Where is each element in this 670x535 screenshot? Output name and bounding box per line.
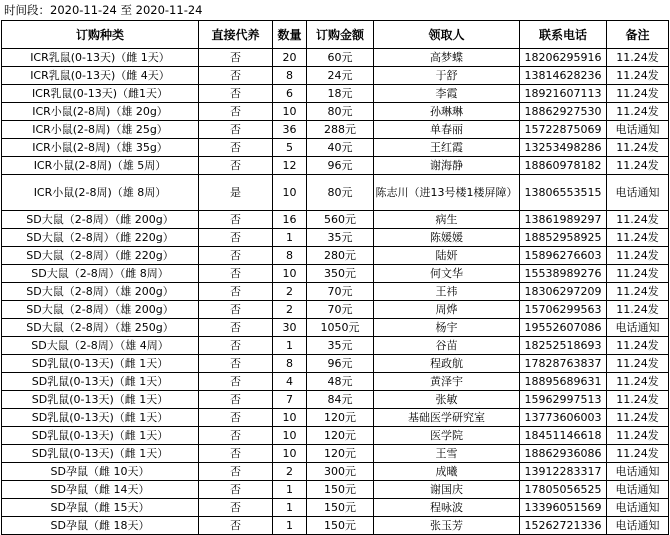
quantity-cell: 2 bbox=[273, 283, 307, 301]
direct-care-cell: 否 bbox=[199, 337, 273, 355]
table-row bbox=[2, 139, 669, 157]
amount-cell: 96元 bbox=[307, 355, 374, 373]
table-row bbox=[2, 319, 669, 337]
table-row bbox=[2, 247, 669, 265]
phone-cell: 18921607113 bbox=[520, 85, 607, 103]
phone-cell: 13806553515 bbox=[520, 175, 607, 211]
amount-cell: 120元 bbox=[307, 427, 374, 445]
direct-care-cell: 否 bbox=[199, 319, 273, 337]
table-row bbox=[2, 337, 669, 355]
table-row bbox=[2, 481, 669, 499]
receiver-cell: 王红霞 bbox=[374, 139, 520, 157]
direct-care-cell: 否 bbox=[199, 121, 273, 139]
amount-cell: 80元 bbox=[307, 103, 374, 121]
receiver-cell: 高梦蝶 bbox=[374, 49, 520, 67]
remark-cell: 11.24发 bbox=[607, 445, 669, 463]
direct-care-cell: 否 bbox=[199, 481, 273, 499]
table-row bbox=[2, 175, 669, 211]
quantity-cell: 8 bbox=[273, 67, 307, 85]
direct-care-cell: 否 bbox=[199, 355, 273, 373]
direct-care-cell: 否 bbox=[199, 67, 273, 85]
quantity-cell: 8 bbox=[273, 355, 307, 373]
table-row bbox=[2, 391, 669, 409]
quantity-cell: 10 bbox=[273, 175, 307, 211]
table-row bbox=[2, 301, 669, 319]
phone-cell: 15962997513 bbox=[520, 391, 607, 409]
table-row bbox=[2, 229, 669, 247]
amount-cell: 150元 bbox=[307, 517, 374, 535]
table-row bbox=[2, 427, 669, 445]
quantity-cell: 5 bbox=[273, 139, 307, 157]
amount-cell: 150元 bbox=[307, 499, 374, 517]
direct-care-cell: 否 bbox=[199, 301, 273, 319]
remark-cell: 电话通知 bbox=[607, 481, 669, 499]
quantity-cell: 2 bbox=[273, 301, 307, 319]
remark-cell: 11.24发 bbox=[607, 67, 669, 85]
amount-cell: 560元 bbox=[307, 211, 374, 229]
phone-cell: 13814628236 bbox=[520, 67, 607, 85]
species-cell: SD乳鼠(0-13天)（雌 1天） bbox=[2, 355, 199, 373]
column-header-remark: 备注 bbox=[607, 21, 669, 49]
receiver-cell: 何文华 bbox=[374, 265, 520, 283]
quantity-cell: 10 bbox=[273, 445, 307, 463]
quantity-cell: 1 bbox=[273, 229, 307, 247]
amount-cell: 60元 bbox=[307, 49, 374, 67]
species-cell: SD乳鼠(0-13天)（雌 1天） bbox=[2, 445, 199, 463]
amount-cell: 18元 bbox=[307, 85, 374, 103]
species-cell: SD乳鼠(0-13天)（雌 1天） bbox=[2, 391, 199, 409]
phone-cell: 15706299563 bbox=[520, 301, 607, 319]
quantity-cell: 12 bbox=[273, 157, 307, 175]
direct-care-cell: 否 bbox=[199, 103, 273, 121]
table-row bbox=[2, 85, 669, 103]
direct-care-cell: 否 bbox=[199, 85, 273, 103]
species-cell: SD大鼠（2-8周）（雄 4周） bbox=[2, 337, 199, 355]
amount-cell: 40元 bbox=[307, 139, 374, 157]
receiver-cell: 谷苗 bbox=[374, 337, 520, 355]
phone-cell: 18306297209 bbox=[520, 283, 607, 301]
receiver-cell: 李霞 bbox=[374, 85, 520, 103]
quantity-cell: 10 bbox=[273, 409, 307, 427]
direct-care-cell: 否 bbox=[199, 229, 273, 247]
table-row bbox=[2, 283, 669, 301]
phone-cell: 15538989276 bbox=[520, 265, 607, 283]
amount-cell: 120元 bbox=[307, 409, 374, 427]
remark-cell: 11.24发 bbox=[607, 157, 669, 175]
receiver-cell: 于舒 bbox=[374, 67, 520, 85]
phone-cell: 13861989297 bbox=[520, 211, 607, 229]
table-row bbox=[2, 121, 669, 139]
column-header-phone: 联系电话 bbox=[520, 21, 607, 49]
receiver-cell: 周烨 bbox=[374, 301, 520, 319]
species-cell: SD孕鼠（雌 18天） bbox=[2, 517, 199, 535]
receiver-cell: 杨宇 bbox=[374, 319, 520, 337]
receiver-cell: 医学院 bbox=[374, 427, 520, 445]
species-cell: ICR小鼠(2-8周)（雄 25g） bbox=[2, 121, 199, 139]
direct-care-cell: 否 bbox=[199, 49, 273, 67]
receiver-cell: 程政航 bbox=[374, 355, 520, 373]
phone-cell: 15722875069 bbox=[520, 121, 607, 139]
receiver-cell: 孙琳琳 bbox=[374, 103, 520, 121]
table-row bbox=[2, 373, 669, 391]
table-row bbox=[2, 211, 669, 229]
order-table bbox=[1, 20, 669, 535]
quantity-cell: 10 bbox=[273, 427, 307, 445]
receiver-cell: 基础医学研究室 bbox=[374, 409, 520, 427]
species-cell: SD大鼠（2-8周）（雌 8周） bbox=[2, 265, 199, 283]
species-cell: ICR乳鼠(0-13天)（雌 4天） bbox=[2, 67, 199, 85]
table-row bbox=[2, 355, 669, 373]
header-row bbox=[2, 21, 669, 49]
remark-cell: 11.24发 bbox=[607, 409, 669, 427]
phone-cell: 18862927530 bbox=[520, 103, 607, 121]
quantity-cell: 7 bbox=[273, 391, 307, 409]
quantity-cell: 36 bbox=[273, 121, 307, 139]
species-cell: ICR小鼠(2-8周)（雄 5周） bbox=[2, 157, 199, 175]
amount-cell: 288元 bbox=[307, 121, 374, 139]
amount-cell: 96元 bbox=[307, 157, 374, 175]
table-row bbox=[2, 49, 669, 67]
phone-cell: 17828763837 bbox=[520, 355, 607, 373]
species-cell: SD大鼠（2-8周）（雌 220g） bbox=[2, 247, 199, 265]
species-cell: SD大鼠（2-8周）（雄 200g） bbox=[2, 283, 199, 301]
quantity-cell: 8 bbox=[273, 247, 307, 265]
direct-care-cell: 否 bbox=[199, 391, 273, 409]
period-label: 时间段：2020-11-24 至 2020-11-24 bbox=[4, 3, 203, 17]
amount-cell: 84元 bbox=[307, 391, 374, 409]
quantity-cell: 6 bbox=[273, 85, 307, 103]
column-header-direct-care: 直接代养 bbox=[199, 21, 273, 49]
quantity-cell: 1 bbox=[273, 481, 307, 499]
amount-cell: 280元 bbox=[307, 247, 374, 265]
species-cell: SD孕鼠（雌 14天） bbox=[2, 481, 199, 499]
direct-care-cell: 否 bbox=[199, 139, 273, 157]
phone-cell: 13912283317 bbox=[520, 463, 607, 481]
direct-care-cell: 否 bbox=[199, 373, 273, 391]
remark-cell: 11.24发 bbox=[607, 85, 669, 103]
quantity-cell: 1 bbox=[273, 499, 307, 517]
amount-cell: 24元 bbox=[307, 67, 374, 85]
remark-cell: 电话通知 bbox=[607, 121, 669, 139]
receiver-cell: 张敏 bbox=[374, 391, 520, 409]
quantity-cell: 1 bbox=[273, 337, 307, 355]
receiver-cell: 程咏波 bbox=[374, 499, 520, 517]
receiver-cell: 陆妍 bbox=[374, 247, 520, 265]
phone-cell: 18852958925 bbox=[520, 229, 607, 247]
phone-cell: 15896276603 bbox=[520, 247, 607, 265]
direct-care-cell: 否 bbox=[199, 463, 273, 481]
receiver-cell: 张玉芳 bbox=[374, 517, 520, 535]
remark-cell: 电话通知 bbox=[607, 517, 669, 535]
species-cell: ICR小鼠(2-8周)（雄 35g） bbox=[2, 139, 199, 157]
phone-cell: 18206295916 bbox=[520, 49, 607, 67]
table-row bbox=[2, 265, 669, 283]
remark-cell: 11.24发 bbox=[607, 391, 669, 409]
remark-cell: 11.24发 bbox=[607, 301, 669, 319]
quantity-cell: 4 bbox=[273, 373, 307, 391]
phone-cell: 18860978182 bbox=[520, 157, 607, 175]
species-cell: SD乳鼠(0-13天)（雌 1天） bbox=[2, 427, 199, 445]
table-row bbox=[2, 103, 669, 121]
phone-cell: 18451146618 bbox=[520, 427, 607, 445]
remark-cell: 11.24发 bbox=[607, 139, 669, 157]
phone-cell: 13253498286 bbox=[520, 139, 607, 157]
table-row bbox=[2, 463, 669, 481]
receiver-cell: 陈媛媛 bbox=[374, 229, 520, 247]
amount-cell: 120元 bbox=[307, 445, 374, 463]
direct-care-cell: 否 bbox=[199, 409, 273, 427]
phone-cell: 18862936086 bbox=[520, 445, 607, 463]
phone-cell: 19552607086 bbox=[520, 319, 607, 337]
remark-cell: 11.24发 bbox=[607, 265, 669, 283]
remark-cell: 电话通知 bbox=[607, 175, 669, 211]
remark-cell: 11.24发 bbox=[607, 427, 669, 445]
column-header-quantity: 数量 bbox=[273, 21, 307, 49]
amount-cell: 48元 bbox=[307, 373, 374, 391]
receiver-cell: 病生 bbox=[374, 211, 520, 229]
amount-cell: 1050元 bbox=[307, 319, 374, 337]
amount-cell: 80元 bbox=[307, 175, 374, 211]
receiver-cell: 成曦 bbox=[374, 463, 520, 481]
amount-cell: 35元 bbox=[307, 337, 374, 355]
quantity-cell: 30 bbox=[273, 319, 307, 337]
remark-cell: 电话通知 bbox=[607, 463, 669, 481]
table-row bbox=[2, 157, 669, 175]
direct-care-cell: 否 bbox=[199, 265, 273, 283]
direct-care-cell: 是 bbox=[199, 175, 273, 211]
quantity-cell: 16 bbox=[273, 211, 307, 229]
species-cell: SD大鼠（2-8周）（雄 250g） bbox=[2, 319, 199, 337]
phone-cell: 18252518693 bbox=[520, 337, 607, 355]
table-row bbox=[2, 445, 669, 463]
quantity-cell: 2 bbox=[273, 463, 307, 481]
table-row bbox=[2, 499, 669, 517]
direct-care-cell: 否 bbox=[199, 517, 273, 535]
species-cell: ICR小鼠(2-8周)（雄 20g） bbox=[2, 103, 199, 121]
receiver-cell: 陈志川（进13号楼1楼屏障） bbox=[374, 175, 520, 211]
quantity-cell: 10 bbox=[273, 265, 307, 283]
quantity-cell: 1 bbox=[273, 517, 307, 535]
remark-cell: 11.24发 bbox=[607, 247, 669, 265]
receiver-cell: 王雪 bbox=[374, 445, 520, 463]
remark-cell: 11.24发 bbox=[607, 211, 669, 229]
species-cell: ICR乳鼠(0-13天)（雌1天） bbox=[2, 85, 199, 103]
receiver-cell: 黄泽宇 bbox=[374, 373, 520, 391]
receiver-cell: 谢海静 bbox=[374, 157, 520, 175]
remark-cell: 电话通知 bbox=[607, 499, 669, 517]
remark-cell: 11.24发 bbox=[607, 49, 669, 67]
table-row bbox=[2, 67, 669, 85]
quantity-cell: 20 bbox=[273, 49, 307, 67]
phone-cell: 15262721336 bbox=[520, 517, 607, 535]
remark-cell: 11.24发 bbox=[607, 373, 669, 391]
species-cell: SD孕鼠（雌 15天） bbox=[2, 499, 199, 517]
direct-care-cell: 否 bbox=[199, 499, 273, 517]
table-body bbox=[2, 49, 669, 535]
species-cell: SD乳鼠(0-13天)（雌 1天） bbox=[2, 409, 199, 427]
receiver-cell: 王祎 bbox=[374, 283, 520, 301]
species-cell: ICR乳鼠(0-13天)（雌 1天） bbox=[2, 49, 199, 67]
amount-cell: 150元 bbox=[307, 481, 374, 499]
phone-cell: 17805056525 bbox=[520, 481, 607, 499]
amount-cell: 300元 bbox=[307, 463, 374, 481]
remark-cell: 11.24发 bbox=[607, 103, 669, 121]
direct-care-cell: 否 bbox=[199, 247, 273, 265]
species-cell: SD大鼠（2-8周）（雌 200g） bbox=[2, 211, 199, 229]
quantity-cell: 10 bbox=[273, 103, 307, 121]
amount-cell: 350元 bbox=[307, 265, 374, 283]
direct-care-cell: 否 bbox=[199, 427, 273, 445]
receiver-cell: 谢国庆 bbox=[374, 481, 520, 499]
phone-cell: 13396051569 bbox=[520, 499, 607, 517]
species-cell: SD大鼠（2-8周）（雄 200g） bbox=[2, 301, 199, 319]
phone-cell: 13773606003 bbox=[520, 409, 607, 427]
species-cell: SD乳鼠(0-13天)（雌 1天） bbox=[2, 373, 199, 391]
species-cell: SD孕鼠（雌 10天） bbox=[2, 463, 199, 481]
amount-cell: 35元 bbox=[307, 229, 374, 247]
remark-cell: 电话通知 bbox=[607, 319, 669, 337]
amount-cell: 70元 bbox=[307, 283, 374, 301]
direct-care-cell: 否 bbox=[199, 283, 273, 301]
remark-cell: 11.24发 bbox=[607, 229, 669, 247]
species-cell: ICR小鼠(2-8周)（雄 8周） bbox=[2, 175, 199, 211]
remark-cell: 11.24发 bbox=[607, 283, 669, 301]
receiver-cell: 单春丽 bbox=[374, 121, 520, 139]
species-cell: SD大鼠（2-8周）（雌 220g） bbox=[2, 229, 199, 247]
direct-care-cell: 否 bbox=[199, 157, 273, 175]
direct-care-cell: 否 bbox=[199, 445, 273, 463]
direct-care-cell: 否 bbox=[199, 211, 273, 229]
remark-cell: 11.24发 bbox=[607, 355, 669, 373]
column-header-species: 订购种类 bbox=[2, 21, 199, 49]
phone-cell: 18895689631 bbox=[520, 373, 607, 391]
column-header-receiver: 领取人 bbox=[374, 21, 520, 49]
amount-cell: 70元 bbox=[307, 301, 374, 319]
column-header-amount: 订购金额 bbox=[307, 21, 374, 49]
remark-cell: 11.24发 bbox=[607, 337, 669, 355]
table-row bbox=[2, 409, 669, 427]
